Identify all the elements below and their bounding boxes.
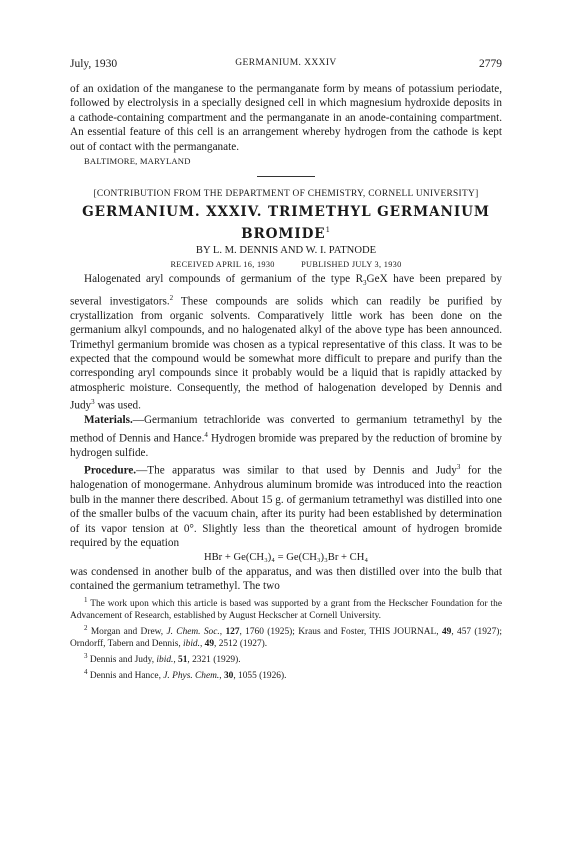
received-date: RECEIVED APRIL 16, 1930 — [170, 260, 275, 270]
footnote-mark: 3 — [84, 651, 88, 660]
footnote-text: , 1760 (1925); Kraus and Foster, THIS JOURNAL, — [239, 627, 442, 638]
volume-number: 49 — [441, 627, 452, 638]
footnote-ref: 4 — [204, 430, 208, 439]
footnote-mark: 4 — [84, 667, 88, 676]
contribution-line: [CONTRIBUTION FROM THE DEPARTMENT OF CHEMISTRY, CORNELL UNIVERSITY] — [93, 189, 479, 200]
article-body — [70, 82, 502, 683]
procedure-text-2: for the halogenation of monogermane. Anhydrous aluminum bromide was introduced into the reaction bulb in the manner there described. About 15 g. of germanium tetramethyl was distilled into one of the smaller bulbs of the vacuum chain, after its purity had been established by determination of its vapor tension at 0°. Slightly less than the theoretical amount of hydrogen bromide required by the equation — [70, 465, 502, 550]
published-date: PUBLISHED JULY 3, 1930 — [301, 260, 402, 270]
footnote-ref: 3 — [456, 463, 461, 472]
article-title-text: GERMANIUM. XXXIV. TRIMETHYL GERMANIUM BROMIDE — [82, 204, 490, 243]
footnote-text: , 457 (1927); Orndorff, Tabern and Dennis, — [70, 627, 503, 649]
running-head-title: GERMANIUM. XXXIV — [235, 58, 337, 68]
date-line — [70, 258, 502, 271]
footnote-ref: 2 — [169, 293, 174, 302]
intro-text-3: These compounds are solids which can readily be purified by crystallization from organic solvents. Comparatively little work has been done on the germanium alkyl compounds, and no halogenated alkyl of the above type has been announced. Trimethyl germanium bromide was chosen as a typical representative of this class. It was to be expected that the compound would be somewhat more difficult to prepare and purify than the corresponding aryl compounds since it probably would be a liquid that is rapidly attacked by atmospheric moisture. Consequently, the method of halogenation developed by Dennis and Judy — [70, 295, 502, 412]
footnote-ref: 3 — [91, 398, 95, 407]
footnote-text: , 2512 (1927). — [214, 638, 268, 649]
footnote-mark: 1 — [84, 596, 88, 605]
footnote-text: The work upon which this article is based was supported by a grant from the Heckscher Foundation for the Advancement of Research, established by August Heckscher at Cornell University. — [70, 599, 502, 622]
materials-heading: Materials. — [84, 414, 133, 427]
ibid: ibid. — [183, 638, 200, 649]
footnote-text: , — [173, 654, 179, 665]
procedure-text-1: —The apparatus was similar to that used by Dennis and Judy — [136, 465, 457, 478]
journal-name: J. Chem. Soc. — [166, 627, 220, 638]
article-title — [70, 203, 502, 243]
address-line: BALTIMORE, MARYLAND — [84, 156, 191, 167]
ibid: ibid. — [156, 654, 174, 665]
footnote-2 — [70, 623, 502, 651]
continuation-paragraph: was condensed in another bulb of the apparatus, and was then distilled over into the bulb that contained the germanium tetramethyl. The two — [70, 565, 502, 592]
running-head-date: July, 1930 — [70, 58, 118, 70]
section-divider — [257, 176, 315, 177]
footnote-text: , — [219, 670, 224, 681]
materials-text-1: —Germanium tetrachloride was converted to germanium tetramethyl by the method of Dennis and Hance. — [70, 414, 502, 445]
intro-paragraph — [70, 272, 502, 413]
footnote-1 — [70, 595, 502, 623]
intro-text-2: GeX have been prepared by several investigators. — [70, 273, 502, 308]
footnote-text: , — [199, 638, 205, 649]
intro-text-4: was used. — [94, 399, 141, 412]
footnote-text: , 2321 (1929). — [187, 654, 241, 665]
intro-text-1: Halogenated aryl compounds of germanium of the type R — [84, 273, 364, 286]
footnote-text: , 1055 (1926). — [233, 670, 287, 681]
chemical-equation: HBr + Ge(CH₃)₄ = Ge(CH₃)₃Br + CH₄ — [203, 551, 369, 563]
footnote-text: Morgan and Drew, — [87, 627, 167, 638]
procedure-paragraph — [70, 460, 502, 550]
materials-text-2: Hydrogen bromide was prepared by the reduction of bromine by hydrogen sulfide. — [70, 432, 502, 459]
volume-number: 51 — [178, 654, 188, 665]
carryover-paragraph: of an oxidation of the manganese to the permanganate form by means of potassium periodate, followed by electrolysis in a specially designed cell in which magnesium hydroxide deposits in a cathode-containing compartment and the permanganate in an anode-containing compartment. An essential feature of this cell is an arrangement whereby hydrogen from the cathode is kept out of contact with the permanganate. — [70, 83, 502, 153]
volume-number: 127 — [225, 627, 240, 638]
volume-number: 49 — [204, 638, 215, 649]
journal-name: J. Phys. Chem. — [163, 670, 220, 681]
footnote-text: Dennis and Hance, — [87, 670, 164, 681]
volume-number: 30 — [223, 670, 234, 681]
materials-paragraph — [70, 413, 502, 460]
author-line: BY L. M. DENNIS AND W. I. PATNODE — [195, 245, 377, 257]
footnote-3 — [70, 651, 502, 667]
running-head — [70, 58, 502, 74]
subscript: 3 — [363, 279, 367, 288]
footnote-4 — [70, 667, 502, 683]
footnotes — [70, 595, 502, 682]
title-footnote-mark: 1 — [325, 226, 331, 235]
footnote-mark: 2 — [84, 624, 88, 633]
footnote-text: Dennis and Judy, — [87, 654, 157, 665]
procedure-heading: Procedure. — [84, 465, 137, 478]
page-number: 2779 — [479, 58, 502, 70]
footnote-text: , — [219, 627, 226, 638]
